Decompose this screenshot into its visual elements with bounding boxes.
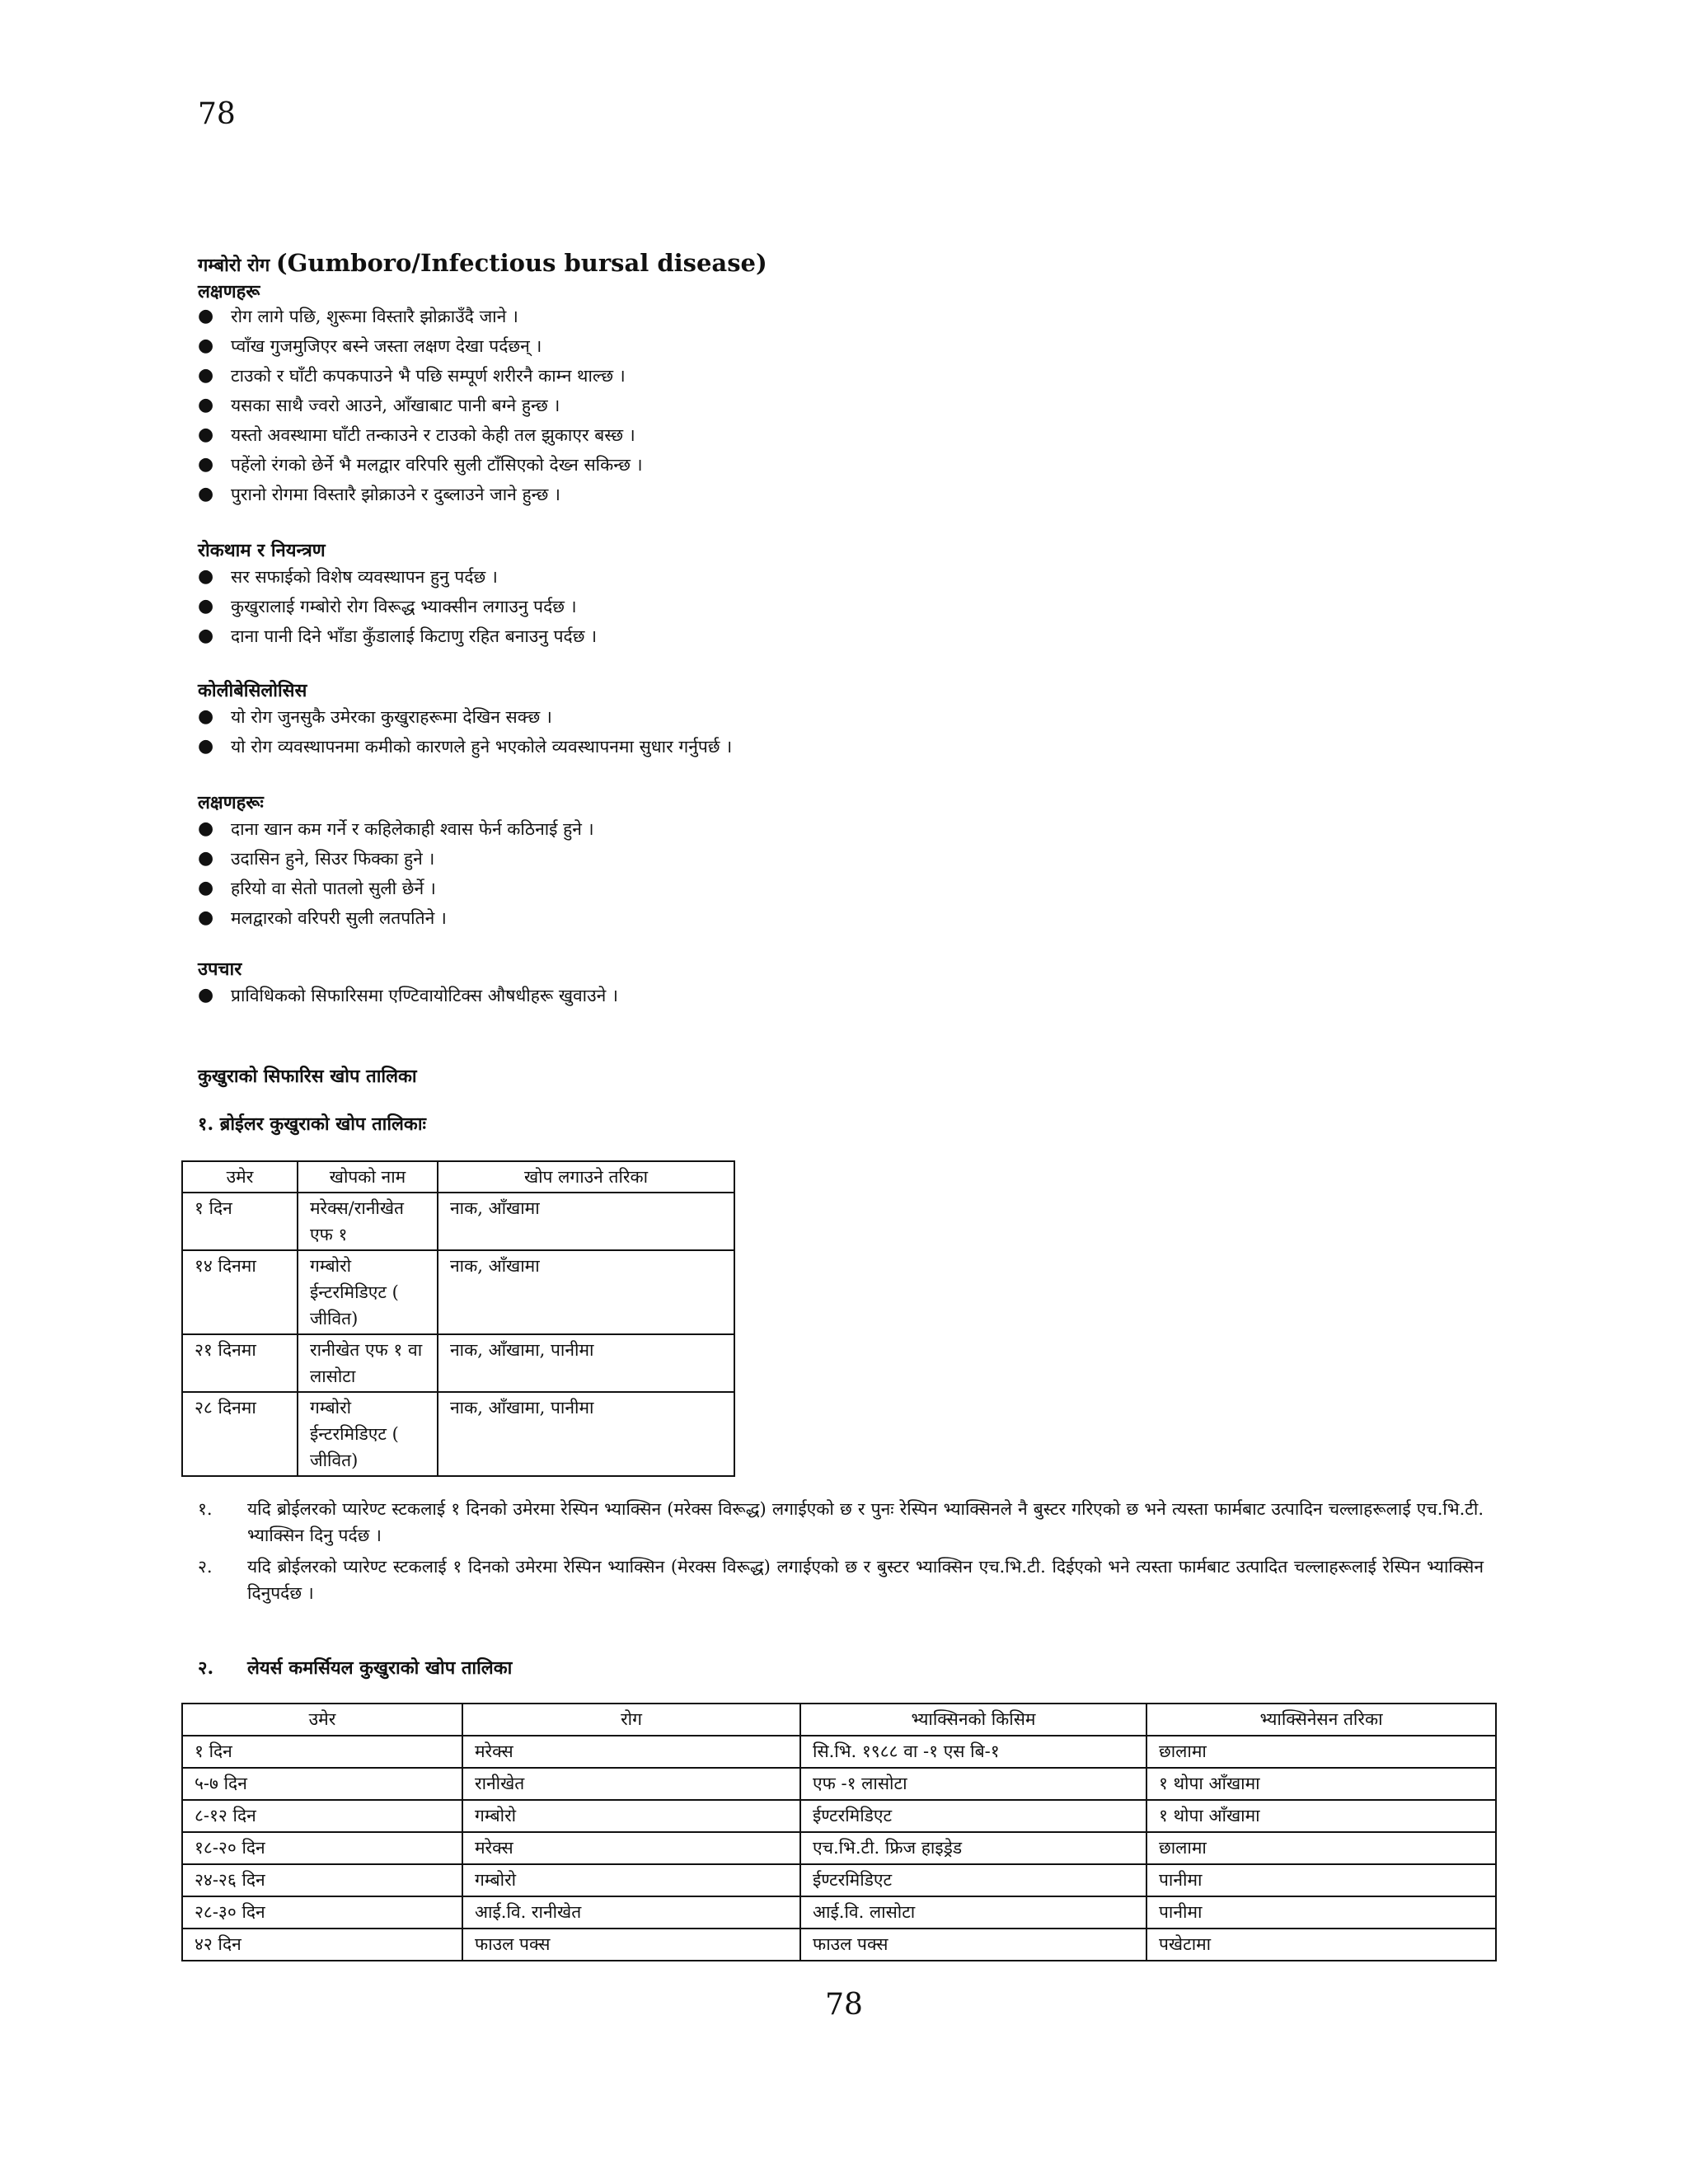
table-cell: १ थोपा आँखामा: [1146, 1768, 1496, 1800]
list-item: ● यो रोग जुनसुकै उमेरका कुखुराहरूमा देखिन सक्छ ।: [198, 706, 552, 727]
table-cell: नाक, आँखामा: [438, 1193, 734, 1250]
table-cell: रानीखेत: [462, 1768, 800, 1800]
column-header: रोग: [462, 1704, 800, 1736]
broiler-heading: १. ब्रोईलर कुखुराको खोप तालिकाः: [198, 1113, 426, 1135]
gumboro-symptoms-list: [198, 302, 643, 509]
table-row: [182, 1334, 734, 1392]
note-item: १. यदि ब्रोईलरको प्यारेण्ट स्टकलाई १ दिनको उमेरमा रेस्पिन भ्याक्सिन (मरेक्स विरूद्ध) लगाईएको छ र पुनः रेस्पिन भ्याक्सिनले नै बुस्टर गरिएको छ भने त्यस्ता फार्मबाट उत्पादिन चल्लाहरूलाई एच.भि.टी. भ्याक्सिन दिनु पर्दछ ।: [198, 1499, 1484, 1545]
table-row: [182, 1896, 1496, 1929]
table-cell: फाउल पक्स: [462, 1929, 800, 1961]
gumboro-control-heading: रोकथाम र नियन्त्रण: [198, 540, 326, 561]
column-header: उमेर: [182, 1704, 462, 1736]
table-cell: गम्बोरो: [462, 1864, 800, 1896]
broiler-vaccine-table: [181, 1160, 735, 1477]
table-cell: आई.वि. रानीखेत: [462, 1896, 800, 1929]
table-cell: ईण्टरमिडिएट: [800, 1800, 1146, 1832]
schedule-heading: कुखुराको सिफारिस खोप तालिका: [198, 1066, 417, 1087]
table-cell: छालामा: [1146, 1736, 1496, 1768]
coli-symptoms-list: [198, 814, 594, 933]
list-item: ● प्वाँख गुजमुजिएर बस्ने जस्ता लक्षण देखा पर्दछन् ।: [198, 335, 542, 356]
gumboro-title: [198, 249, 767, 277]
table-cell: ४२ दिन: [182, 1929, 462, 1961]
table-cell: मरेक्स: [462, 1736, 800, 1768]
table-cell: ८-१२ दिन: [182, 1800, 462, 1832]
table-row: [182, 1800, 1496, 1832]
table-row: [182, 1832, 1496, 1864]
table-row: [182, 1250, 734, 1334]
table-cell: २८ दिनमा: [182, 1392, 298, 1476]
table-header-row: [182, 1161, 734, 1193]
table-cell: गम्बोरो ईन्टरमिडिएट ( जीवित): [298, 1392, 438, 1476]
table-cell: छालामा: [1146, 1832, 1496, 1864]
table-cell: १ दिन: [182, 1736, 462, 1768]
table-cell: एच.भि.टी. फ्रिज हाइड्रेड: [800, 1832, 1146, 1864]
table-cell: नाक, आँखामा, पानीमा: [438, 1334, 734, 1392]
gumboro-title-ne: गम्बोरो रोग: [198, 255, 270, 276]
coli-heading: कोलीबेसिलोसिस: [198, 680, 307, 701]
coli-treatment-list: [198, 981, 618, 1010]
table-cell: मरेक्स: [462, 1832, 800, 1864]
table-cell: गम्बोरो: [462, 1800, 800, 1832]
table-cell: रानीखेत एफ १ वा लासोटा: [298, 1334, 438, 1392]
table-header-row: [182, 1704, 1496, 1736]
table-cell: नाक, आँखामा, पानीमा: [438, 1392, 734, 1476]
list-item: ● यसका साथै ज्वरो आउने, आँखाबाट पानी बग्ने हुन्छ ।: [198, 395, 560, 415]
layers-heading: २. लेयर्स कमर्सियल कुखुराको खोप तालिका: [198, 1657, 513, 1679]
list-item: ● प्राविधिकको सिफारिसमा एण्टिवायोटिक्स औषधीहरू खुवाउने ।: [198, 985, 618, 1005]
gumboro-symptoms-heading: लक्षणहरू: [198, 281, 260, 302]
table-cell: सि.भि. १९८८ वा -१ एस बि-१: [800, 1736, 1146, 1768]
column-header: भ्याक्सिनेसन तरिका: [1146, 1704, 1496, 1736]
coli-list: [198, 702, 732, 762]
table-cell: २१ दिनमा: [182, 1334, 298, 1392]
table-cell: एफ -१ लासोटा: [800, 1768, 1146, 1800]
list-item: ● हरियो वा सेतो पातलो सुली छेर्ने ।: [198, 878, 436, 898]
layers-vaccine-table: [181, 1703, 1497, 1961]
table-cell: फाउल पक्स: [800, 1929, 1146, 1961]
table-cell: २४-२६ दिन: [182, 1864, 462, 1896]
gumboro-control-list: [198, 562, 597, 651]
list-item: ● टाउको र घाँटी कपकपाउने भै पछि सम्पूर्ण शरीरनै काम्न थाल्छ ।: [198, 365, 626, 386]
table-cell: १४ दिनमा: [182, 1250, 298, 1334]
list-item: ● कुखुरालाई गम्बोरो रोग विरूद्ध भ्याक्सीन लगाउनु पर्दछ ।: [198, 596, 577, 616]
list-item: ● दाना पानी दिने भाँडा कुँडालाई किटाणु रहित बनाउनु पर्दछ ।: [198, 626, 598, 646]
note-item: २. यदि ब्रोईलरको प्यारेण्ट स्टकलाई १ दिनको उमेरमा रेस्पिन भ्याक्सिन (मेरक्स विरूद्ध) लगाईएको छ र बुस्टर भ्याक्सिन एच.भि.टी. दिईएको भने त्यस्ता फार्मबाट उत्पादित चल्लाहरूलाई रेस्पिन भ्याक्सिन दिनुपर्दछ ।: [198, 1557, 1484, 1603]
table-row: [182, 1736, 1496, 1768]
table-cell: पखेटामा: [1146, 1929, 1496, 1961]
column-header: उमेर: [182, 1161, 298, 1193]
table-cell: आई.वि. लासोटा: [800, 1896, 1146, 1929]
list-item: ● रोग लागे पछि, शुरूमा विस्तारै झोक्राउँदै जाने ।: [198, 306, 518, 326]
page-number-bottom: 78: [825, 1988, 863, 2022]
table-cell: मरेक्स/रानीखेत एफ १: [298, 1193, 438, 1250]
table-row: [182, 1768, 1496, 1800]
table-cell: ईण्टरमिडिएट: [800, 1864, 1146, 1896]
table-cell: नाक, आँखामा: [438, 1250, 734, 1334]
table-cell: पानीमा: [1146, 1864, 1496, 1896]
column-header: खोपको नाम: [298, 1161, 438, 1193]
table-cell: १ दिन: [182, 1193, 298, 1250]
list-item: ● मलद्वारको वरिपरी सुली लतपतिने ।: [198, 907, 447, 928]
table-row: [182, 1392, 734, 1476]
broiler-notes: [198, 1496, 1484, 1611]
table-row: [182, 1929, 1496, 1961]
list-item: ● उदासिन हुने, सिउर फिक्का हुने ।: [198, 848, 435, 869]
list-item: ● यो रोग व्यवस्थापनमा कमीको कारणले हुने भएकोले व्यवस्थापनमा सुधार गर्नुपर्छ ।: [198, 736, 733, 757]
table-cell: १८-२० दिन: [182, 1832, 462, 1864]
table-cell: १ थोपा आँखामा: [1146, 1800, 1496, 1832]
table-cell: ५-७ दिन: [182, 1768, 462, 1800]
column-header: खोप लगाउने तरिका: [438, 1161, 734, 1193]
list-item: ● दाना खान कम गर्ने र कहिलेकाही श्वास फेर्न कठिनाई हुने ।: [198, 818, 594, 839]
coli-symptoms-heading: लक्षणहरूः: [198, 792, 264, 813]
table-row: [182, 1193, 734, 1250]
table-cell: २८-३० दिन: [182, 1896, 462, 1929]
list-item: ● यस्तो अवस्थामा घाँटी तन्काउने र टाउको केही तल झुकाएर बस्छ ।: [198, 424, 635, 445]
page-number-top: 78: [198, 97, 236, 131]
table-cell: पानीमा: [1146, 1896, 1496, 1929]
column-header: भ्याक्सिनको किसिम: [800, 1704, 1146, 1736]
list-item: ● पहेंलो रंगको छेर्ने भै मलद्वार वरिपरि सुली टाँसिएको देख्न सकिन्छ ।: [198, 454, 643, 475]
table-cell: गम्बोरो ईन्टरमिडिएट ( जीवित): [298, 1250, 438, 1334]
table-row: [182, 1864, 1496, 1896]
list-item: ● सर सफाईको विशेष व्यवस्थापन हुनु पर्दछ ।: [198, 566, 498, 587]
gumboro-title-en: (Gumboro/Infectious bursal disease): [275, 249, 767, 277]
list-item: ● पुरानो रोगमा विस्तारै झोक्राउने र दुब्लाउने जाने हुन्छ ।: [198, 484, 561, 504]
coli-treatment-heading: उपचार: [198, 958, 242, 980]
